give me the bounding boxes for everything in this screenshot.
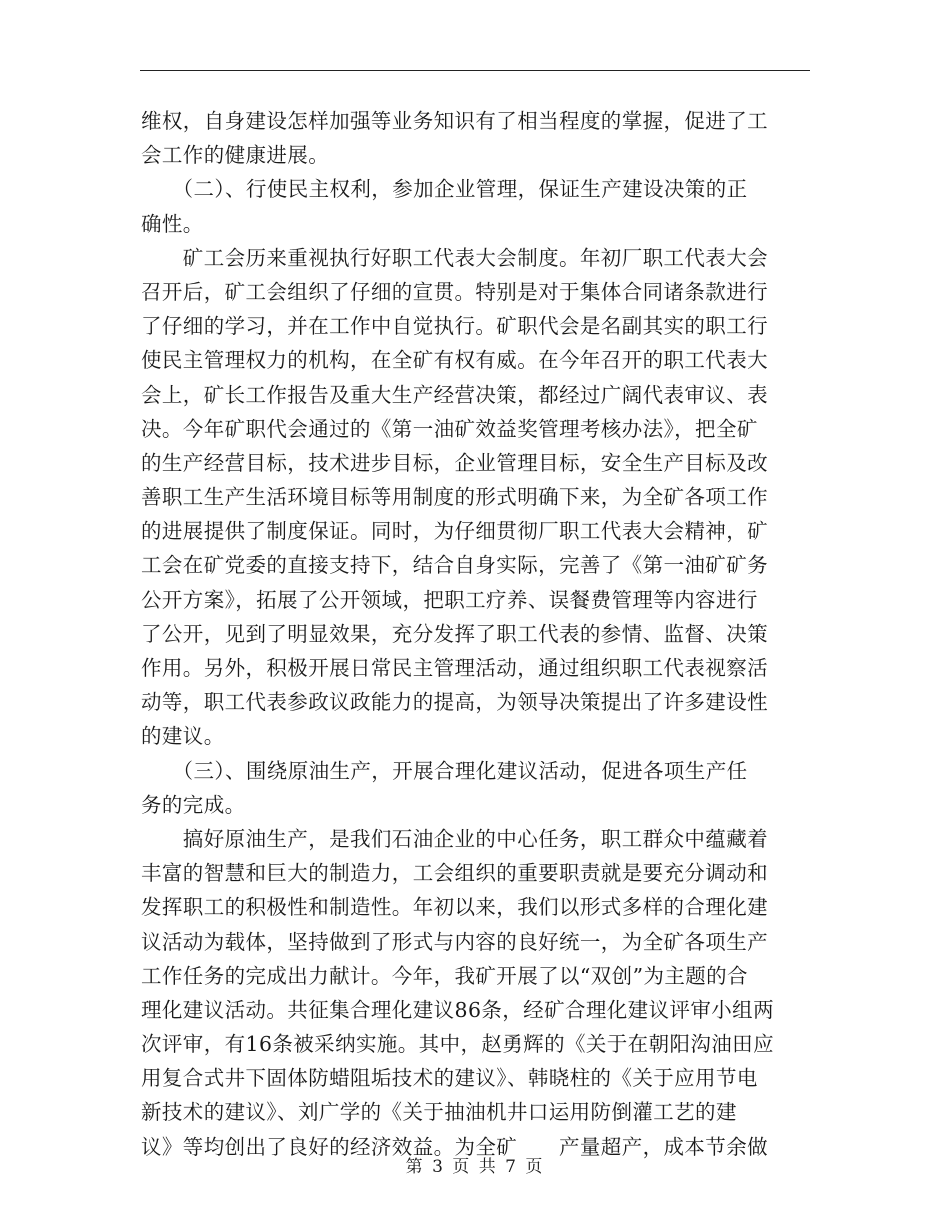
text-line: 议》等均创出了良好的经济效益。为全矿 产量超产，成本节余做 bbox=[141, 1134, 768, 1159]
text-line: （二）、行使民主权利，参加企业管理，保证生产建设决策的正 bbox=[141, 177, 748, 202]
text-line: 召开后，矿工会组织了仔细的宣贯。特别是对于集体合同诸条款进行 bbox=[141, 279, 768, 304]
text-line: 了公开，见到了明显效果，充分发挥了职工代表的参情、监督、决策 bbox=[141, 621, 768, 646]
text-line: 使民主管理权力的机构，在全矿有权有威。在今年召开的职工代表大 bbox=[141, 348, 768, 373]
text-line: 的建议。 bbox=[141, 724, 225, 749]
text-line: 用复合式井下固体防蜡阻垢技术的建议》、韩晓柱的《关于应用节电 bbox=[141, 1066, 758, 1091]
text-line: 搞好原油生产，是我们石油企业的中心任务，职工群众中蕴藏着 bbox=[141, 826, 768, 851]
text-line: 善职工生产生活环境目标等用制度的形式明确下来，为全矿各项工作 bbox=[141, 485, 768, 510]
text-line: 次评审，有16条被采纳实施。其中，赵勇辉的《关于在朝阳沟油田应 bbox=[141, 1032, 774, 1057]
text-line: 理化建议活动。共征集合理化建议86条，经矿合理化建议评审小组两 bbox=[141, 997, 774, 1022]
text-line: 发挥职工的积极性和制造性。年初以来，我们以形式多样的合理化建 bbox=[141, 895, 768, 920]
text-line: 工作任务的完成出力献计。今年，我矿开展了以“双创”为主题的合 bbox=[141, 963, 748, 988]
page-footer: 第 3 页 共 7 页 bbox=[405, 1157, 545, 1177]
text-line: 工会在矿党委的直接支持下，结合自身实际，完善了《第一油矿矿务 bbox=[141, 553, 768, 578]
text-line: 会工作的健康进展。 bbox=[141, 143, 330, 168]
text-line: 确性。 bbox=[141, 211, 204, 236]
text-line: 了仔细的学习，并在工作中自觉执行。矿职代会是名副其实的职工行 bbox=[141, 314, 768, 339]
header-rule bbox=[140, 70, 810, 71]
text-line: 议活动为载体，坚持做到了形式与内容的良好统一，为全矿各项生产 bbox=[141, 929, 768, 954]
text-line: 的生产经营目标，技术进步目标，企业管理目标，安全生产目标及改 bbox=[141, 450, 768, 475]
text-line: 作用。另外，积极开展日常民主管理活动，通过组织职工代表视察活 bbox=[141, 656, 768, 680]
document-body bbox=[141, 104, 809, 1164]
text-line: 新技术的建议》、刘广学的《关于抽油机井口运用防倒灌工艺的建 bbox=[141, 1100, 737, 1125]
text-line: （三）、围绕原油生产，开展合理化建议活动，促进各项生产任 bbox=[141, 758, 748, 783]
text-line: 动等，职工代表参政议政能力的提高，为领导决策提出了许多建设性 bbox=[141, 690, 768, 715]
text-line: 矿工会历来重视执行好职工代表大会制度。年初厂职工代表大会 bbox=[141, 245, 768, 270]
text-line: 决。今年矿职代会通过的《第一油矿效益奖管理考核办法》，把全矿 bbox=[141, 416, 758, 441]
text-line: 务的完成。 bbox=[141, 792, 246, 817]
text-line: 会上，矿长工作报告及重大生产经营决策，都经过广阔代表审议、表 bbox=[141, 382, 768, 407]
text-line: 维权，自身建设怎样加强等业务知识有了相当程度的掌握，促进了工 bbox=[141, 109, 768, 133]
text-line: 的进展提供了制度保证。同时，为仔细贯彻厂职工代表大会精神，矿 bbox=[141, 519, 768, 544]
text-line: 丰富的智慧和巨大的制造力，工会组织的重要职责就是要充分调动和 bbox=[141, 861, 768, 886]
text-line: 公开方案》，拓展了公开领域，把职工疗养、误餐费管理等内容进行 bbox=[141, 587, 758, 612]
